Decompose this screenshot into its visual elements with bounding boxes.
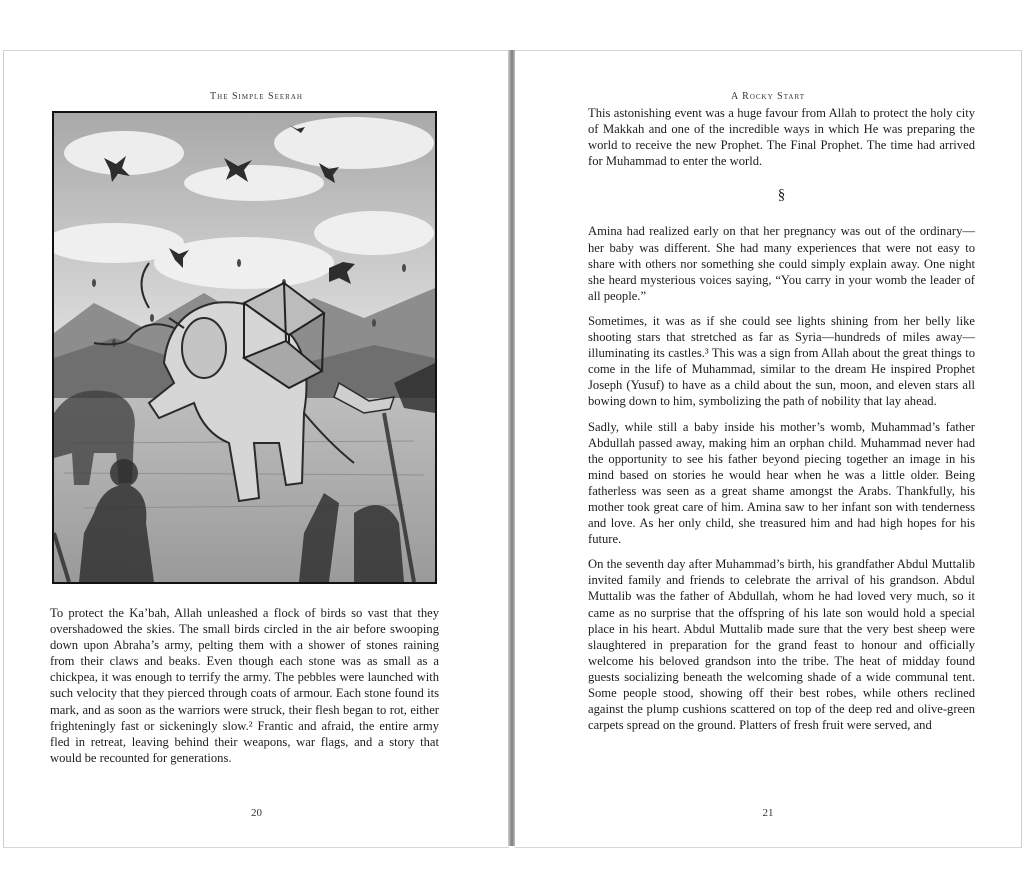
section-mark: § — [777, 187, 786, 204]
running-head-right: A Rocky Start — [730, 91, 806, 102]
page-number-left: 20 — [251, 807, 262, 819]
elephant-illustration — [52, 111, 437, 584]
right-body-text — [588, 105, 975, 742]
paragraph: Sometimes, it was as if she could see lights shining from her belly like shooting stars that stretched as far as Syria—hundreds of miles away—illuminating its castles.³ This was a sign from Allah about the great things to come in the life of Muhammad, similar to the dream He inspired Prophet Joseph (Yusuf) to have as a child about the sun, moon, and eleven stars all bowing down to him, symbolizing the path of nobility that lay ahead. — [588, 313, 975, 409]
paragraph: Amina had realized early on that her pregnancy was out of the ordinary—her baby was different. She had many experiences that were not easy to share with others nor something she could simply explain away. One night she heard mysterious voices saying, “You carry in your womb the leader of all people.” — [588, 224, 975, 303]
page-number-right: 21 — [762, 807, 774, 819]
paragraph: To protect the Ka’bah, Allah unleashed a flock of birds so vast that they overshadowed the skies. The small birds circled in the air before swooping down upon Abraha’s army, pelting them with a shower of stones raining from their claws and beaks. Even though each stone was as small as a chickpea, it was enough to terrify the army. The pebbles were launched with such velocity that they pierced through coats of armour. Each stone found its mark, and as soon as the warriors were struck, their flesh began to rot, either frighteningly fast or sickeningly slow.² Frantic and afraid, the entire army fled in retreat, leaving behind their weapons, war flags, and a story that would be recounted for generations. — [50, 606, 439, 765]
left-body-text — [50, 605, 439, 775]
book-gutter — [508, 50, 515, 846]
right-page — [515, 50, 1022, 848]
paragraph: Sadly, while still a baby inside his mother’s womb, Muhammad’s father Abdullah passed away, making him an orphan child. Muhammad never had the opportunity to see his father beyond piecing together an image in his mind based on stories he would hear when he was a little older. Being fatherless was seen as a great shame amongst the Arabs. Thankfully, his mother took great care of him. Amina saw to her infant son with tenderness and love. As her only child, she treasured him and had high hopes for his future. — [588, 419, 975, 547]
paragraph: On the seventh day after Muhammad’s birth, his grandfather Abdul Muttalib invited family and friends to celebrate the arrival of his grandson. Abdul Muttalib was the father of Abdullah, whom he had loved very much, so it came as no surprise that the offspring of his late son would hold a special place in his heart. Abdul Muttalib made sure that the very best sheep were slaughtered in preparation for the grand feast to honour and officially welcome his beloved grandson into the tribe. The heat of midday found guests socializing beneath the welcoming shade of a wide communal tent. Some people stood, showing off their best robes, while others reclined against the plump cushions scattered on top of the deep red and olive-green carpets spread on the ground. Platters of fresh fruit were served, and — [588, 557, 975, 733]
running-head-left: The Simple Seerah — [210, 91, 303, 102]
left-page — [3, 50, 509, 848]
paragraph: This astonishing event was a huge favour from Allah to protect the holy city of Makkah and one of the incredible ways in which He was preparing the world to receive the new Prophet. The Final Prophet. The time had arrived for Muhammad to enter the world. — [588, 106, 975, 169]
